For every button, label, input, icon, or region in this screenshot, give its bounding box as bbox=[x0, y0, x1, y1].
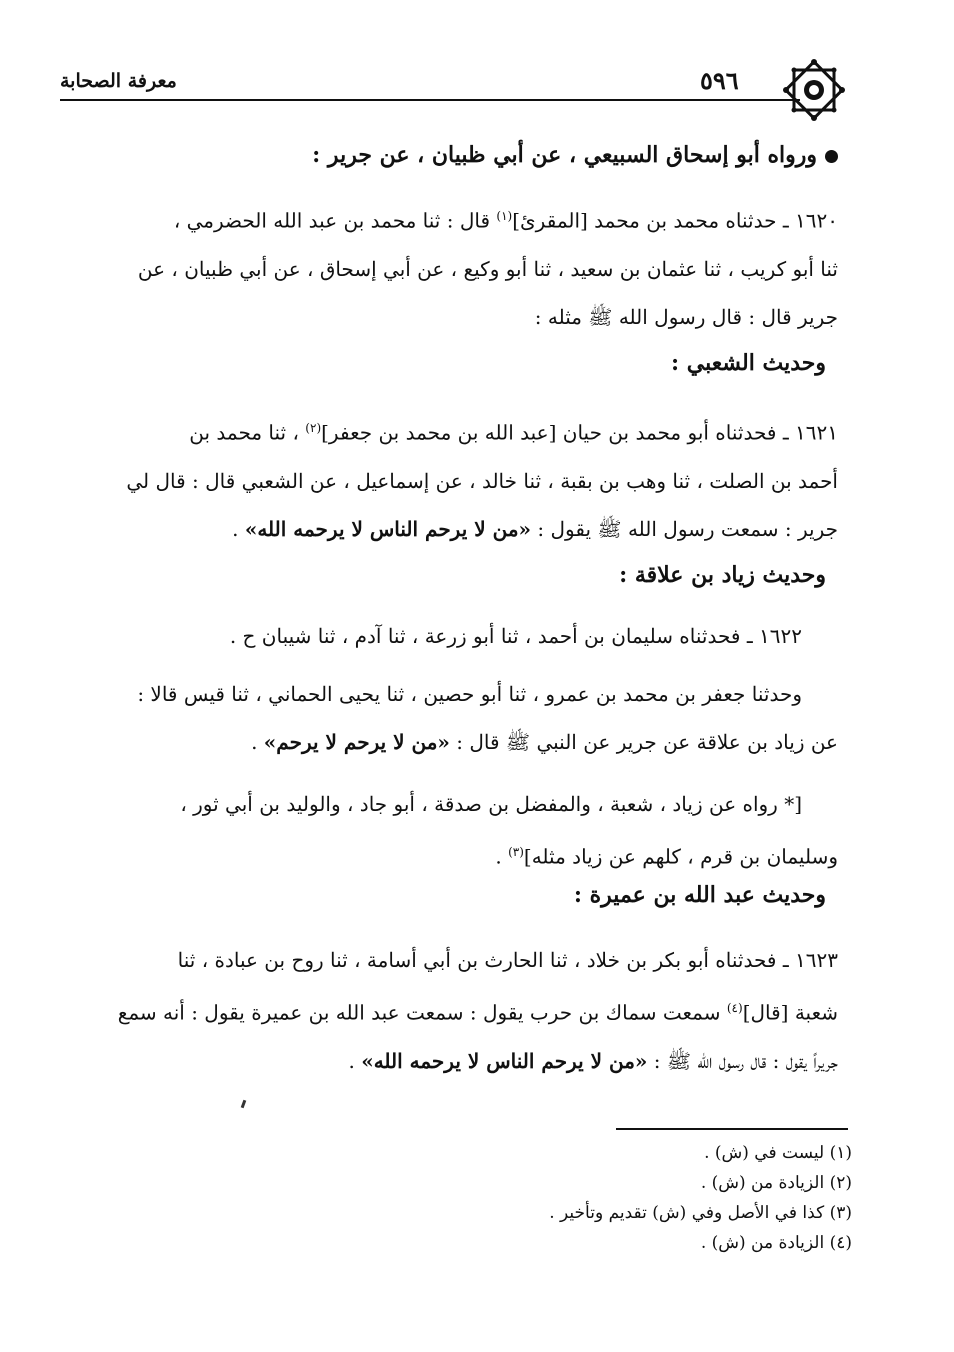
hadith-quote: «من لا يرحم الناس لا يرحمه الله» bbox=[244, 516, 532, 541]
bracket-note: [* رواه عن زياد ، شعبة ، والمفضل بن صدقة ، أبو جاد ، والوليد بن أبي ثور ، وسليمان بن قرم ، كلهم عن زياد مثله]$^{(٣)}$ . bbox=[180, 792, 838, 869]
hadith-1622: ١٦٢٢ ـ فحدثناه سليمان بن أحمد ، ثنا أبو زرعة ، ثنا آدم ، ثنا شيبان ح . bbox=[229, 624, 802, 648]
intro-heading: ورواه أبو إسحاق السبيعي ، عن أبي ظبيان ، عن جرير : bbox=[312, 142, 838, 168]
book-title: معرفة الصحابة bbox=[60, 70, 177, 92]
hadith-quote: «من لا يرحم الناس لا يرحمه الله» bbox=[361, 1048, 648, 1073]
hadith-1622-second-chain: وحدثنا جعفر بن محمد بن عمرو ، ثنا أبو حصين ، ثنا يحيى الحماني ، ثنا قيس قالا : عن زياد بن علاقة عن جرير عن النبي ﷺ قال : «من لا يرحم لا يرحم» . bbox=[137, 682, 838, 754]
footnote-ref: (٣) bbox=[508, 845, 524, 859]
hadith-number: ١٦٢٠ ـ bbox=[782, 208, 838, 233]
footnote-ref: (٢) bbox=[305, 421, 322, 435]
hadith-number: ١٦٢٢ ـ bbox=[746, 624, 802, 648]
header-rule bbox=[60, 99, 800, 101]
footnote-1: (١) ليست في (ش) . bbox=[704, 1143, 852, 1163]
footnote-ref: (١) bbox=[496, 209, 513, 223]
footnotes bbox=[549, 1138, 852, 1258]
hadith-number: ١٦٢٣ ـ bbox=[782, 948, 838, 972]
hadith-quote: «من لا يرحم لا يرحم» bbox=[263, 730, 450, 754]
octagonal-star-ornament-icon bbox=[780, 56, 848, 124]
section-heading-umayra: وحديث عبد الله بن عميرة : bbox=[573, 882, 826, 908]
bullet-icon bbox=[825, 150, 838, 163]
section-heading-ziyad: وحديث زياد بن علاقة : bbox=[619, 562, 826, 588]
footnote-4: (٤) الزيادة من (ش) . bbox=[700, 1233, 852, 1253]
hadith-number: ١٦٢١ ـ bbox=[782, 420, 838, 445]
hadith-1620: ١٦٢٠ ـ حدثناه محمد بن محمد [المقرئ]$^{(١)}$ قال : ثنا محمد بن عبد الله الحضرمي ، ثنا أبو كريب ، ثنا عثمان بن سعيد ، ثنا أبو وكيع ، عن أبي إسحاق ، عن أبي ظبيان ، عن جرير قال : قال رسول الله ﷺ مثله : bbox=[137, 208, 838, 329]
page-number: ٥٩٦ bbox=[700, 66, 739, 95]
hadith-1621: ١٦٢١ ـ فحدثناه أبو محمد بن حيان [عبد الله بن محمد بن جعفر]$^{(٢)}$ ، ثنا محمد بن أحمد بن الصلت ، ثنا وهب بن بقبة ، ثنا خالد ، عن إسماعيل ، عن الشعبي قال : قال لي جرير : سمعت رسول الله ﷺ يقول : «من لا يرحم الناس لا يرحمه الله» . bbox=[126, 420, 838, 541]
hadith-1623: ١٦٢٣ ـ فحدثناه أبو بكر بن خلاد ، ثنا الحارث بن أبي أسامة ، ثنا روح بن عبادة ، ثنا شعبة [قال]$^{(٤)}$ سمعت سماك بن حرب يقول : سمعت عبد الله بن عميرة يقول : أنه سمع جريراً يقول : قال رسول الله ﷺ : «من لا يرحم الناس لا يرحمه الله» . bbox=[117, 948, 838, 1073]
footnote-ref: (٤) bbox=[726, 1001, 743, 1015]
footnote-2: (٢) الزيادة من (ش) . bbox=[700, 1173, 852, 1193]
footnote-rule bbox=[616, 1128, 848, 1130]
section-heading-shabi: وحديث الشعبي : bbox=[671, 350, 826, 376]
footnote-3: (٣) كذا في الأصل وفي (ش) تقديم وتأخير . bbox=[549, 1203, 852, 1223]
stray-ink-mark bbox=[241, 1100, 247, 1109]
